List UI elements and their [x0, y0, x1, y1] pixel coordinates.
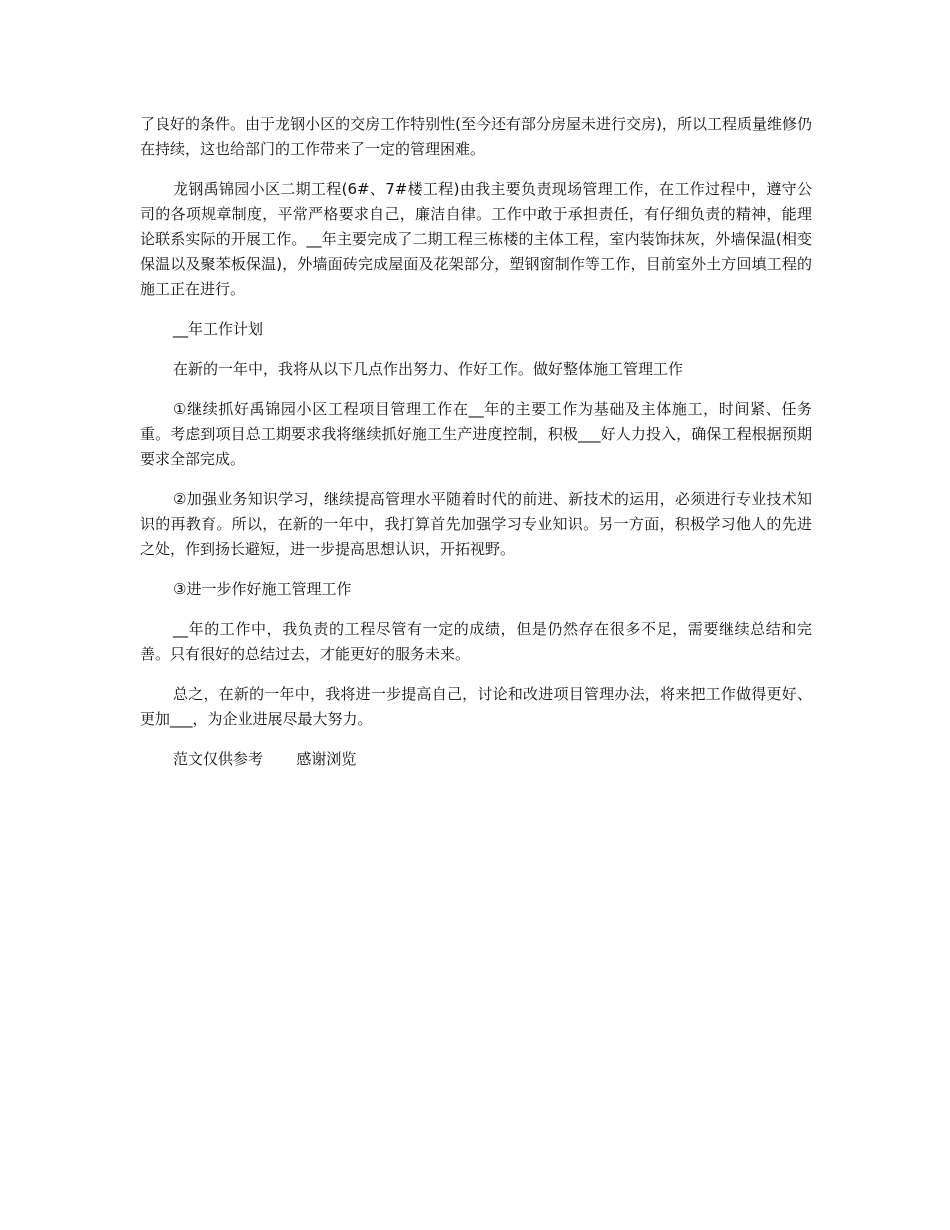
section-heading-work-plan: __年工作计划	[173, 320, 264, 338]
paragraph-reflection: __年的工作中，我负责的工程尽管有一定的成绩，但是仍然存在很多不足，需要继续总结和完善。只有很好的总结过去，才能更好的服务未来。	[140, 620, 812, 663]
paragraph-continuation: 了良好的条件。由于龙钢小区的交房工作特别性(至今还有部分房屋未进行交房)，所以工程质量维修仍在持续，这也给部门的工作带来了一定的管理困难。	[140, 115, 812, 158]
paragraph-plan-item-3: ③进一步作好施工管理工作	[173, 580, 352, 598]
paragraph-plan-intro: 在新的一年中，我将从以下几点作出努力、作好工作。做好整体施工管理工作	[173, 360, 684, 378]
paragraph-conclusion: 总之，在新的一年中，我将进一步提高自己，讨论和改进项目管理办法，将来把工作做得更好、更加___，为企业进展尽最大努力。	[140, 685, 812, 728]
paragraph-plan-item-1: ①继续抓好禹锦园小区工程项目管理工作在__年的主要工作为基础及主体施工，时间紧、任务重。考虑到项目总工期要求我将继续抓好施工生产进度控制，积极___好人力投入，确保工程根据预期要求全部完成。	[140, 400, 812, 468]
closing-note-reference: 范文仅供参考	[173, 750, 264, 768]
paragraph-plan-item-2: ②加强业务知识学习，继续提高管理水平随着时代的前进、新技术的运用，必须进行专业技术知识的再教育。所以，在新的一年中，我打算首先加强学习专业知识。另一方面，积极学习他人的先进之处，作到扬长避短，进一步提高思想认识，开拓视野。	[140, 490, 812, 558]
closing-note-thanks: 感谢浏览	[296, 750, 357, 768]
document-page	[140, 112, 812, 772]
paragraph-phase-two-summary: 龙钢禹锦园小区二期工程(6#、7#楼工程)由我主要负责现场管理工作，在工作过程中，遵守公司的各项规章制度，平常严格要求自己，廉洁自律。工作中敢于承担责任，有仔细负责的精神，能理论联系实际的开展工作。__年主要完成了二期工程三栋楼的主体工程，室内装饰抹灰，外墙保温(相变保温以及聚苯板保温)，外墙面砖完成屋面及花架部分，塑钢窗制作等工作，目前室外土方回填工程的施工正在进行。	[140, 180, 812, 298]
closing-line	[140, 747, 812, 772]
